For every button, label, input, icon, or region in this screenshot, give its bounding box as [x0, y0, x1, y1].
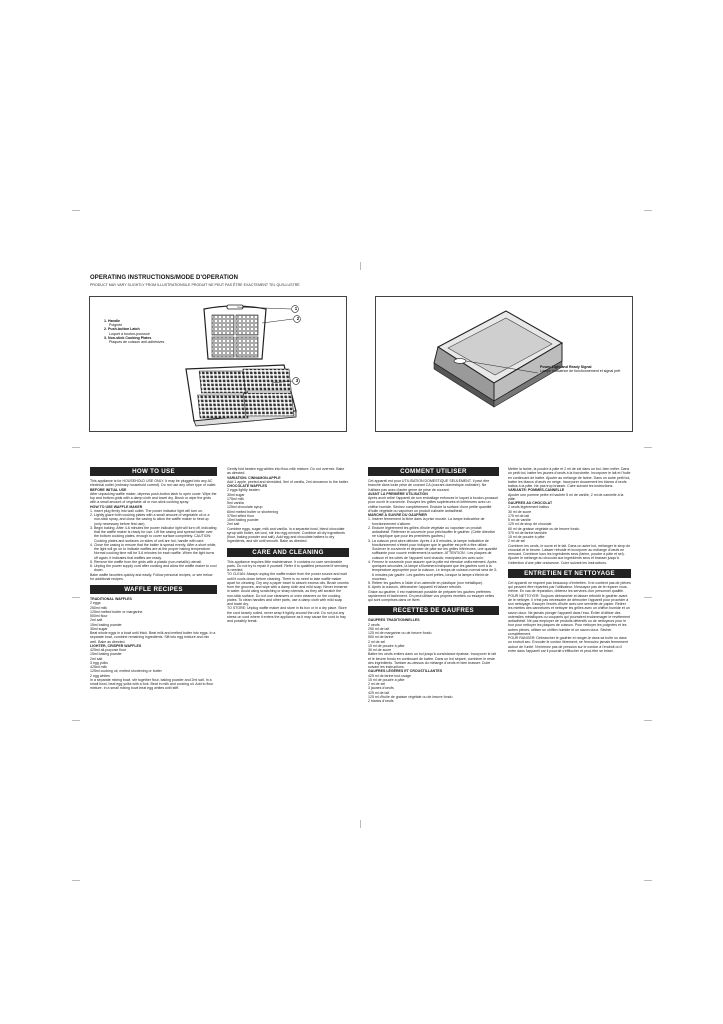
- column-how-to-use: [90, 467, 217, 691]
- recipes-continued-body: [227, 467, 349, 544]
- parts-legend: [104, 319, 174, 344]
- paragraph: 1. Insérer fermement la fiche dans la prise murale. La lampe indicatrice de fonctionnement s'allume.: [368, 517, 485, 526]
- paragraph: 30 ml de sucre: [368, 648, 392, 652]
- paragraph: Après avoir retiré l'appareil de son emballage enfoncez le loquet à bouton-poussoir pour ouvrir le couvercle. Essuyez les grilles supérieures et inférieures avec un chiffon humide. Séchez complètement. Enduire la surface d'une petite quantité d'huile végétale ou vaporiser un produit culinaire antiadhésif.: [368, 496, 499, 513]
- care-and-cleaning-body: [227, 560, 349, 624]
- paragraph: Mettre la farine, la poudre à pâte et 2 ml de sel dans un bol, bien mêler. Dans un petit bol, battre les jaunes d'oeufs à la fourchette. Incorporer le lait et l'huile en continuant de battre. Ajouter au mélange de farine. Dans un autre petit bol, battre les blancs d'oeufs en neige. Incorporer doucement les blancs d'oeufs battus à la pâte. Ne pas trop brasser. Cuire suivant les instructions.: [508, 467, 631, 488]
- paragraph: 15ml baking powder: [227, 518, 259, 522]
- paragraph: 125 ml de margarine ou de beurre fondu: [368, 631, 432, 635]
- trim-mark: [644, 720, 652, 721]
- paragraph: 15 ml de poudre à pâte: [368, 643, 405, 648]
- paragraph: TO STORE: Unplug waffle maker and store in its box or in a dry place. Store the cord loosely coiled, never wrap it tightly around the unit. Do not put any stress on cord where it enters the appliance as it may cause the cord to fray and possibly break.: [227, 606, 347, 623]
- paragraph: 2 ml de sel: [368, 639, 386, 644]
- paragraph: This appliance is for HOUSEHOLD USE ONLY. It may be plugged into any AC electrical outlet (ordinary household current). Do not use any other type of outlet.: [90, 479, 217, 488]
- paragraph: 3. Begin baking. After 4-6 minutes the power indicator light will turn off, indicating that the waffle maker is ready for use. Lift the casing and spread batter over the bottom cooking plates, enough to cover surface completely. CAUTION: Cooking plates and surfaces on sides of unit are hot, handle with care.: [90, 525, 217, 543]
- paragraph: 5. Remove the waffle from the grids with a plastic (non-metallic) utensil.: [90, 559, 202, 564]
- subheading: MARCHE À SUIVRE DU GAUFRIER: [368, 513, 427, 517]
- trim-mark: [72, 597, 80, 598]
- paragraph: 125ml cooking oil, melted shortening or butter: [90, 669, 162, 674]
- paragraph: Beat whole eggs in a bowl until thick. Beat milk and melted butter into eggs. In a separate bowl, combine remaining ingredients. Sift into egg mixture and mix well. Bake as directed.: [90, 631, 216, 644]
- callout-number: 2: [296, 316, 300, 321]
- paragraph: 60ml melted butter or shortening: [227, 509, 279, 514]
- subheading: GAUFRES AU CHOCOLAT: [508, 501, 553, 505]
- trim-mark: [72, 447, 80, 448]
- entretien-body: [508, 581, 631, 653]
- paragraph: 2 eggs: [90, 601, 101, 606]
- subheading: CHOCOLATE WAFFLES: [227, 484, 268, 488]
- section-heading-entretien: ENTRETIEN ET NETTOYAGE: [508, 569, 631, 578]
- paragraph: 2 ml de sel: [508, 539, 526, 544]
- paragraph: 125ml melted butter or margarine: [90, 609, 143, 614]
- callout-number: 1: [294, 306, 298, 311]
- paragraph: Grâce au gaufrier, il est maintenant possible de préparer les gaufres préférées rapidement et facilement. On peut utiliser vos propres recettes ou essayer celles qui sont comprises dans ce livret.: [368, 589, 495, 602]
- waffle-maker-open-illustration: [174, 303, 304, 427]
- paragraph: 3 egg yolks: [90, 660, 108, 665]
- trim-mark: [644, 447, 652, 448]
- figure-panel-right: [375, 296, 633, 432]
- legend-item: 3. Non-stick Cooking Plates Plaques de cuisson anti-adhésives: [104, 335, 165, 345]
- paragraph: 175 ml de lait: [508, 513, 530, 518]
- paragraph: 500 ml de farine: [368, 635, 394, 640]
- paragraph: 425ml milk: [90, 665, 107, 669]
- legend-item: 2. Push-button Latch Loquet à bouton-poussoir: [104, 327, 150, 336]
- subheading: HOW TO USE WAFFLE MAKER: [90, 504, 143, 509]
- paragraph: 6. Après la cuisson, débrancher l'appareil et laisser refroidir.: [368, 585, 462, 590]
- paragraph: 1. Insert plug firmly into wall outlet. The power indicator light will turn on.: [90, 508, 203, 513]
- section-heading-care-and-cleaning: CARE AND CLEANING: [227, 548, 349, 557]
- paragraph: 250ml milk: [90, 605, 107, 610]
- paragraph: 15 ml de poudre à pâte: [508, 535, 545, 539]
- page-subtitle: PRODUCT MAY VARY SLIGHTLY FROM ILLUSTRATIONS/LE PRODUIT NE PEUT PAS ÊTRE EXACTEMENT TEL QU'ILLUSTRÉ: [90, 283, 300, 287]
- waffle-recipes-body: [90, 597, 217, 691]
- paragraph: 2 oeufs: [368, 622, 380, 627]
- paragraph: Combine eggs, sugar, milk and vanilla. In a separate bowl, blend chocolate syrup with butter, set cool, stir into egg mixture. Combine all dry ingredients (flour, baking powder and salt). Add egg and chocolate batters to dry ingredients, and stir until smooth. Bake as directed.: [227, 526, 345, 544]
- paragraph: 2ml salt: [227, 522, 240, 527]
- paragraph: 2 blancs d'oeufs: [368, 699, 394, 703]
- subheading: AVANT LA PREMIÈRE UTILISATION: [368, 491, 428, 496]
- trim-mark: [72, 720, 80, 721]
- subheading: TRADITIONAL WAFFLES: [90, 597, 132, 601]
- paragraph: 125ml chocolate syrup: [227, 505, 263, 510]
- paragraph: 30ml sugar: [90, 626, 108, 631]
- paragraph: 425 ml de lait: [368, 690, 390, 695]
- paragraph: 5ml vanilla: [227, 501, 244, 505]
- column-comment-utiliser: [368, 467, 499, 703]
- column-care: [227, 467, 349, 623]
- section-heading-comment-utiliser: COMMENT UTILISER: [368, 467, 499, 476]
- trim-mark: [644, 210, 652, 211]
- recettes-continued-body: [508, 467, 631, 565]
- column-entretien: [508, 467, 631, 653]
- paragraph: Ajouter une pomme pelée et hachée 5 ml de vanille, 2 ml de cannelle à la pâte.: [508, 492, 624, 501]
- paragraph: 2 egg whites: [90, 673, 110, 678]
- paragraph: 250 ml de lait: [368, 626, 390, 631]
- paragraph: 15 ml de poudre à pâte: [368, 677, 405, 682]
- section-heading-recettes: RECETTES DE GAUFRES: [368, 606, 499, 615]
- section-heading-waffle-recipes: WAFFLE RECIPES: [90, 585, 217, 594]
- paragraph: 3 jaunes d'oeufs: [368, 686, 394, 691]
- paragraph: 15ml baking powder: [90, 652, 122, 657]
- paragraph: 6. Unplug the power supply cord after cooking and allow the waffle maker to cool down.: [90, 564, 217, 573]
- paragraph: Cet appareil est pour UTILISATION DOMESTIQUE SEULEMENT. Il peut être branché dans toute prise de courant CA (courant domestique ordinaire). Ne l'utilisez pas avec d'autre genre de prise de courant.: [368, 479, 490, 492]
- paragraph: POUR NETTOYER: Toujours débrancher et laisser refroidir le gaufrier avant de le nettoyer. Il n'est pas nécessaire de démonter l'appareil pour procéder à son nettoyage. Essuyer l'excès d'huile avec une serviette de papier. Retirer les miettes des cannelures et nettoyer les grilles avec un chiffon humide et un savon doux. Ne jamais plonger l'appareil dans l'eau. Éviter d'utiliser des ustensiles métalliques ou coupants qui pourraient endommager le revêtement antiadhésif. Ne pas employer de produits détersifs ou de nettoyeurs pour le four pour nettoyer les plaques de cuisson. Pour nettoyer les poignées et les autres pièces, utiliser un chiffon humide et un savon doux. Sécher complètement.: [508, 593, 631, 636]
- paragraph: 4. Close the casing to ensure that the batter is spread evenly. After a short while, the light will go on to indicate waffles are at the proper baking temperature. Normal cooking time will be 3-6 minutes for each waffle. When the light turns off again, it indicates that waffles are ready.: [90, 542, 217, 560]
- paragraph: 5. Retirer les gaufres à l'aide d'un ustensile en plastique (non métallique).: [368, 581, 484, 585]
- paragraph: 30 ml de sucre: [508, 509, 532, 514]
- paragraph: 4. Fermez le couvercle pour assurer que la pâte est étendue uniformément. Après quelques secondes, la lampe s'illuminera indiquant que les gaufres sont à la température appropriée pour la cuisson. Le temps de cuisson normal sera de 3-6 minutes par gaufre. Les gaufres sont prêtes, lorsque la lampe s'éteint de nouveau.: [368, 559, 498, 581]
- paragraph: 2 eggs lightly beaten: [227, 488, 260, 493]
- paragraph: 2 ml de sel: [368, 682, 386, 686]
- paragraph: 2. Enduire légèrement les grilles d'huile végétale ou vaporiser un produit antiadhésif. Refermer le couvercle pour préchauffer le gaufrier. (Cette directive ne s'applique que pour les premières gaufres.): [368, 525, 496, 539]
- subheading: LIGHTER, CRISPER WAFFLES: [90, 643, 142, 648]
- paragraph: 3. La cuisson peut alors débuter. Après 4 à 6 minutes, la lampe indicatrice de fonctionnement s'éteint pour indiquer que le gaufrier est prêt à être utilisé. Soulever le couvercle et déposer de pâte sur les grilles inférieures, une quantité suffisante pour couvrir entièrement la surface. ATTENTION : Les plaques de cuisson et les côtés de l'appareil sont chauds; manipulez-les avec soin.: [368, 538, 498, 560]
- trim-mark: [72, 880, 80, 881]
- subheading: VARIANTE: POMMES-CANNELLE: [508, 488, 565, 493]
- trim-mark: [360, 262, 361, 270]
- paragraph: 2 oeufs légèrement battus: [508, 505, 550, 510]
- subheading: VARIATION: CINNAMON-APPLE: [227, 475, 281, 480]
- subheading: BEFORE INITIAL USE: [90, 487, 127, 492]
- paragraph: Bake waffle favorites quickly and easily. Follow personal recipes, or see below for additional recipes.: [90, 572, 213, 581]
- paragraph: TO CLEAN: Always unplug the waffle maker from the power source and wait until it cools down before cleaning. There is no need to take waffle maker apart for cleaning. Dry any a paper towel to absorb excess oils. Brush crumbs from the grooves, and wipe with a damp cloth and mild soap. Never immerse in water. Avoid using scratching or sharp utensils, as they will scratch the non-stick surface. Do not use cleansers or oven cleaners on the cooking plates. To clean handles and other parts, use a damp cloth with mild soap and towel dry.: [227, 572, 349, 606]
- paragraph: 500ml flour: [90, 614, 108, 618]
- paragraph: POUR RANGER: Débrancher le gaufrier et ranger-le dans sa boîte ou dans un endroit sec. Enrouler le cordon librement; ne l'enroulez jamais fermement autour de l'unité. N'exercez pas de pression sur le cordon à l'endroit où il entre dans l'appareil car il pourrait s'effilocher et peut-être se briser.: [508, 636, 628, 653]
- trim-mark: [644, 597, 652, 598]
- comment-utiliser-body: [368, 479, 499, 602]
- paragraph: 2. Lightly glaze both cooking plates with a small amount of vegetable oil or a non-stick spray, and close the casing to allow the waffle maker to heat up (only necessary before first use).: [90, 513, 210, 526]
- paragraph: This appliance requires little maintenance. It contains no user serviceable parts. Do not try to repair it yourself. Refer it to qualified personnel if servicing is needed.: [227, 559, 349, 572]
- paragraph: Cet appareil ne requiert pas beaucoup d'entretien. Il ne contient pas de pièces qui peuvent être réparées par l'utilisateur. N'essayez pas de le réparer vous-même. En cas de réparation, obtenez les services d'un personnel qualifié.: [508, 580, 631, 594]
- subheading: GAUFRES LÉGÈRES ET CROUSTILLANTES: [368, 669, 443, 674]
- subheading: GAUFRES TRADITIONNELLES: [368, 618, 420, 623]
- paragraph: 60 ml de graisse végétale ou de beurre fondu: [508, 526, 580, 531]
- waffle-maker-closed-illustration: [420, 303, 570, 418]
- trim-mark: [644, 880, 652, 881]
- paragraph: After unpacking waffle maker, depress push-button latch to open cover. Wipe the top and bottom grids with a damp cloth and towel dry. Brush or wipe the grids with a small amount of vegetable oil or non-stick cooking spray.: [90, 491, 217, 505]
- page-title: OPERATING INSTRUCTIONS/MODE D'OPERATION: [90, 275, 239, 281]
- paragraph: Combiner les oeufs, le sucre et le lait. Dans un autre bol, mélanger le sirop de chocolat et le beurre. Laisser refroidir et incorporer au mélange d'oeufs en remuant. Combiner tous les ingrédients secs (farine, poudre à pâte et sel). Ajouter le mélange au chocolat aux ingrédients secs et brasser jusqu'à l'obtention d'une pâte onctueuse. Cuire suivant les instructions.: [508, 543, 631, 565]
- paragraph: 15ml baking powder: [90, 622, 122, 627]
- trim-mark: [72, 210, 80, 211]
- figure-panel-left: [89, 296, 347, 432]
- paragraph: Add 1 apple, peeled and shredded, 5ml of vanilla, 2ml cinnamon to the batter.: [227, 479, 349, 484]
- legend-item: 1. Handle Poignée: [104, 319, 123, 328]
- paragraph: 375ml sifted flour: [227, 513, 255, 518]
- paragraph: 375 ml de farine tamisée: [508, 530, 547, 535]
- paragraph: 2ml salt: [90, 656, 103, 661]
- paragraph: 425ml all-purpose flour: [90, 648, 127, 652]
- paragraph: 125 ml de sirop de chocolat: [508, 522, 552, 527]
- paragraph: 5 ml de vanille: [508, 518, 531, 522]
- section-heading-how-to-use: HOW TO USE: [90, 467, 217, 476]
- paragraph: 2ml salt: [90, 618, 103, 623]
- paragraph: Battre les oeufs entiers dans un bol jusqu'à consistance épaisse. Incorporer le lait et le beurre fondu en continuant de battre. Dans un bol séparé, combiner le reste des ingrédients. Tamiser au-dessus du mélange d'oeufs et bien brasser. Cuire suivant les instructions.: [368, 652, 497, 669]
- recettes-body: [368, 618, 499, 703]
- power-light-callout: Power Light and Ready Signal Lampe indicatrice de fonctionnement et signal prêt: [540, 365, 621, 374]
- how-to-use-body: [90, 479, 217, 581]
- paragraph: In a separate mixing bowl, stir together flour, baking powder and 2ml salt. In a small bowl, beat egg yolks with a fork. Beat in milk and cooking oil. Add to flour mixture. In a small mixing bowl beat egg whites until stiff.: [90, 677, 214, 691]
- callout-number: 3: [295, 378, 299, 383]
- paragraph: 175ml milk: [227, 496, 244, 501]
- paragraph: 425 ml de farine tout usage: [368, 673, 411, 678]
- paragraph: Gently fold beaten egg whites into flour-milk mixture. Do not overmix. Bake as directed.: [227, 467, 345, 476]
- trim-mark: [360, 820, 361, 828]
- paragraph: 30ml sugar: [227, 492, 245, 497]
- paragraph: 125 ml d'huile de graisse végétale ou de beurre fondu: [368, 694, 453, 699]
